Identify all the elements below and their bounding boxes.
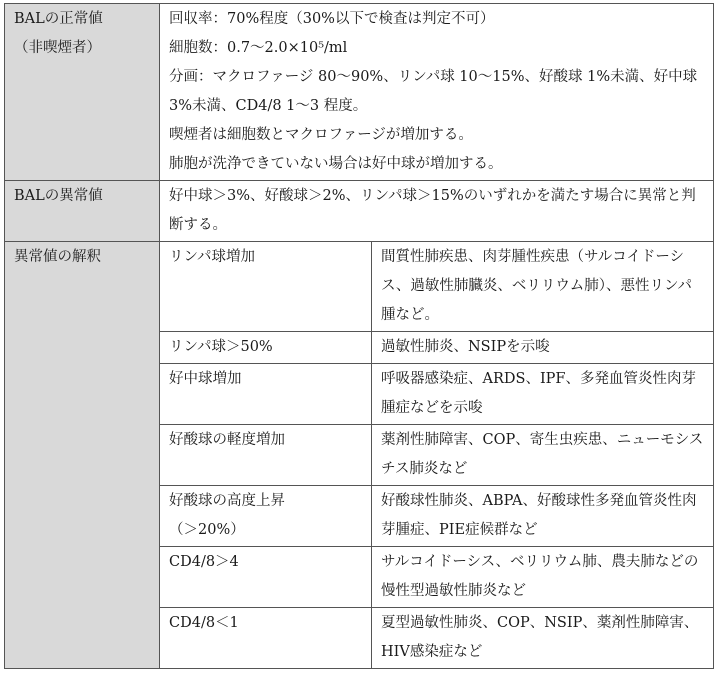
meaning-cell: 好酸球性肺炎、ABPA、好酸球性多発血管炎性肉芽腫症、PIE症候群など bbox=[372, 486, 714, 547]
meaning-cell: サルコイドーシス、ベリリウム肺、農夫肺などの慢性型過敏性肺炎など bbox=[372, 547, 714, 608]
recovery-rate-line: 回収率：70%程度（30%以下で検査は判定不可） bbox=[169, 11, 495, 27]
lavage-note-line: 肺胞が洗浄できていない場合は好中球が増加する。 bbox=[169, 156, 503, 172]
normal-values-row bbox=[5, 4, 714, 181]
meaning-cell: 夏型過敏性肺炎、COP、NSIP、薬剤性肺障害、HIV感染症など bbox=[372, 608, 714, 669]
abnormal-values-header: BALの異常値 bbox=[5, 181, 160, 242]
meaning-cell: 薬剤性肺障害、COP、寄生虫疾患、ニューモシスチス肺炎など bbox=[372, 425, 714, 486]
finding-text: 好酸球の高度上昇 bbox=[169, 493, 285, 509]
normal-values-subheader: （非喫煙者） bbox=[14, 40, 101, 56]
smoker-note-line: 喫煙者は細胞数とマクロファージが増加する。 bbox=[169, 127, 473, 143]
finding-cell: リンパ球増加 bbox=[160, 242, 372, 332]
finding-cell bbox=[160, 486, 372, 547]
differential-line: 分画：マクロファージ 80〜90%、リンパ球 10〜15%、好酸球 1%未満、好中球 3%未満、CD4/8 1〜3 程度。 bbox=[169, 69, 698, 114]
finding-subtext: （＞20%） bbox=[169, 522, 245, 538]
table-row bbox=[5, 242, 714, 332]
normal-values-header-cell bbox=[5, 4, 160, 181]
bal-reference-table bbox=[4, 3, 714, 669]
normal-values-content bbox=[160, 4, 714, 181]
meaning-cell: 呼吸器感染症、ARDS、IPF、多発血管炎性肉芽腫症などを示唆 bbox=[372, 364, 714, 425]
abnormal-values-row bbox=[5, 181, 714, 242]
meaning-cell: 間質性肺疾患、肉芽腫性疾患（サルコイドーシス、過敏性肺臓炎、ベリリウム肺）、悪性リンパ腫など。 bbox=[372, 242, 714, 332]
normal-values-header: BALの正常値 bbox=[14, 11, 103, 27]
finding-cell: 好酸球の軽度増加 bbox=[160, 425, 372, 486]
cell-count-line: 細胞数：0.7〜2.0×10⁵/ml bbox=[169, 40, 348, 56]
finding-cell: リンパ球＞50% bbox=[160, 332, 372, 364]
abnormal-values-content: 好中球＞3%、好酸球＞2%、リンパ球＞15%のいずれかを満たす場合に異常と判断する。 bbox=[160, 181, 714, 242]
interpretation-header: 異常値の解釈 bbox=[5, 242, 160, 669]
finding-cell: CD4/8＞4 bbox=[160, 547, 372, 608]
finding-cell: CD4/8＜1 bbox=[160, 608, 372, 669]
meaning-cell: 過敏性肺炎、NSIPを示唆 bbox=[372, 332, 714, 364]
finding-cell: 好中球増加 bbox=[160, 364, 372, 425]
